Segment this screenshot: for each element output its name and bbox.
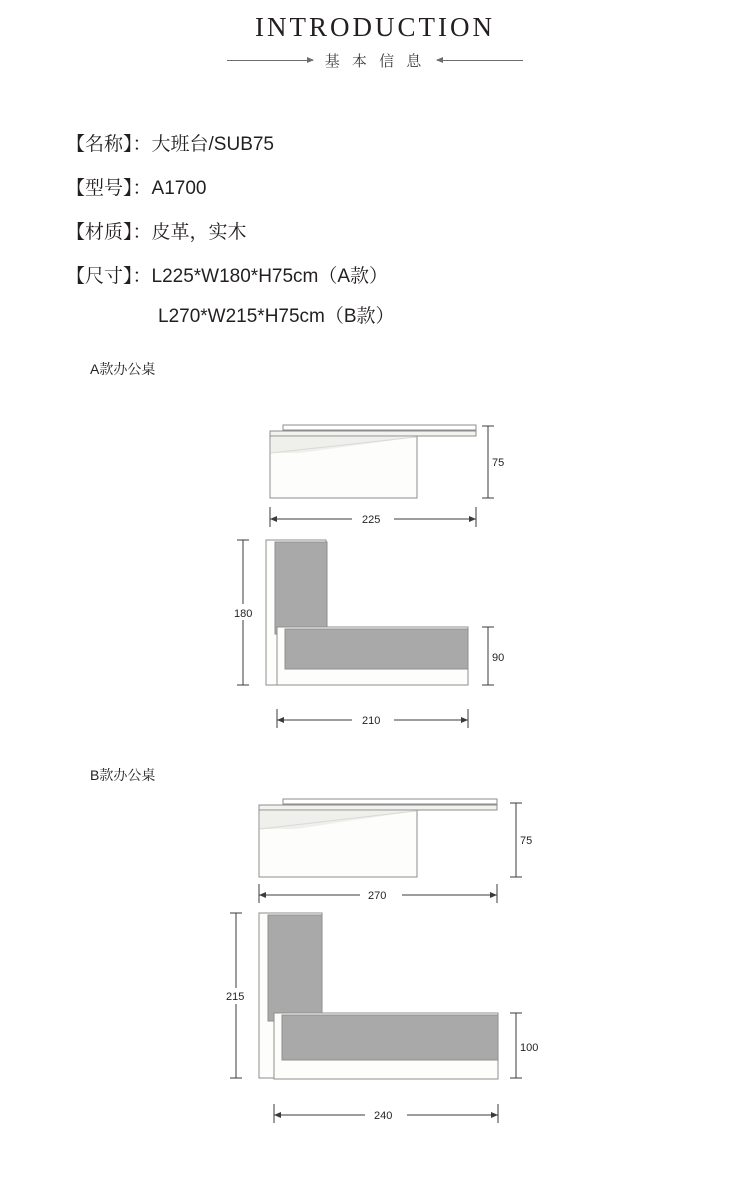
drawing-b-svg — [0, 785, 750, 1145]
dim-front-height-a — [482, 426, 504, 498]
dim-front-width-a-text: 225 — [362, 514, 381, 526]
page-title: INTRODUCTION — [255, 12, 495, 42]
dim-plan-depth-a — [231, 540, 257, 685]
dim-front-width-b — [259, 884, 497, 903]
dim-plan-depth-b-text: 215 — [226, 991, 245, 1003]
drawing-block-b — [0, 765, 750, 1145]
spec-label: 【型号】： — [66, 178, 152, 199]
spec-value-continuation: L270*W215*H75cm（B款） — [158, 306, 395, 327]
dim-plan-width-a-text: 210 — [362, 715, 381, 727]
dim-front-height-a-text: 75 — [492, 457, 505, 469]
dim-plan-width-b-text: 240 — [374, 1110, 393, 1122]
dim-front-width-b-text: 270 — [368, 890, 387, 902]
spec-row — [66, 255, 750, 299]
page-header — [0, 0, 750, 71]
dim-front-height-b-text: 75 — [520, 835, 533, 847]
spec-list — [0, 123, 750, 335]
drawing-a-plan-view — [266, 540, 468, 685]
spec-label: 【材质】： — [66, 222, 152, 243]
spec-value: 大班台/SUB75 — [151, 134, 274, 155]
dim-plan-side-b — [510, 1013, 538, 1078]
spec-label: 【名称】： — [66, 134, 152, 155]
spec-row — [66, 123, 750, 167]
rule-right — [437, 60, 523, 61]
spec-label: 【尺寸】： — [66, 266, 152, 287]
dim-plan-depth-b — [224, 913, 250, 1078]
dim-plan-width-a — [277, 709, 468, 728]
drawing-a-svg — [0, 379, 750, 729]
drawing-block-a — [0, 359, 750, 729]
dim-plan-side-a-text: 90 — [492, 652, 505, 664]
subtitle-row — [0, 50, 750, 71]
spec-row — [66, 167, 750, 211]
spec-value: A1700 — [151, 178, 207, 199]
dim-plan-width-b — [274, 1104, 498, 1123]
spec-value: 皮革，实木 — [151, 222, 247, 243]
drawing-caption-b: B款办公桌 — [90, 767, 156, 783]
drawing-b-front-view — [259, 799, 497, 877]
dim-plan-side-b-text: 100 — [520, 1042, 539, 1054]
dim-plan-side-a — [482, 627, 504, 685]
dim-front-height-b — [510, 803, 532, 877]
spec-value: L225*W180*H75cm（A款） — [151, 266, 389, 287]
dim-front-width-a — [270, 507, 476, 527]
drawing-b-plan-view — [259, 913, 498, 1079]
dim-plan-depth-a-text: 180 — [234, 608, 253, 620]
drawing-caption-a: A款办公桌 — [90, 361, 156, 377]
page-subtitle: 基 本 信 息 — [324, 53, 426, 70]
spec-row — [66, 211, 750, 255]
rule-left — [227, 60, 313, 61]
